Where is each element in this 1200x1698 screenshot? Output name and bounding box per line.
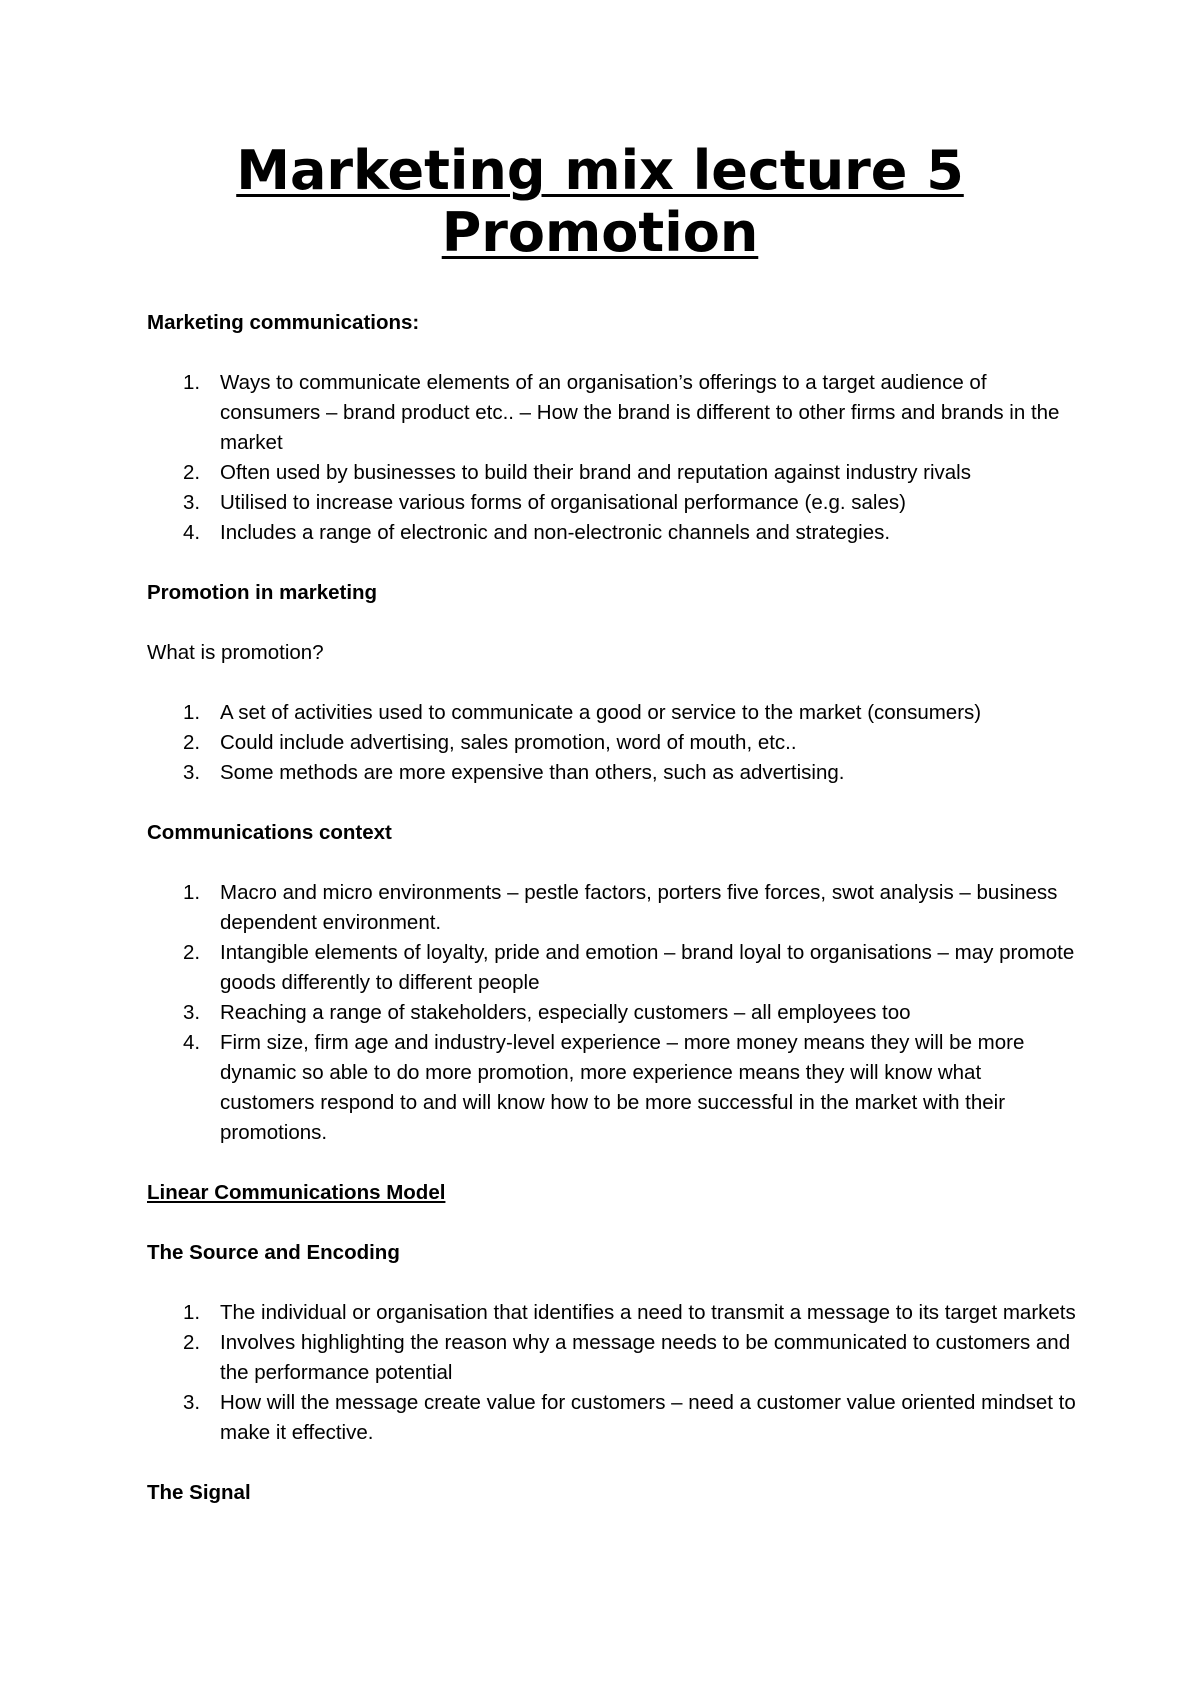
list-item-text: A set of activities used to communicate a good or service to the market (consumers) [220,701,982,724]
list-number: 3. [183,491,201,514]
list-item-text: Macro and micro environments – pestle factors, porters five forces, swot analysis – business dependent environment. [220,881,1058,934]
marketing-communications-list [147,368,1077,548]
list-item-text: Could include advertising, sales promotion, word of mouth, etc.. [220,731,797,754]
list-number: 3. [183,761,201,784]
communications-context-list [147,878,1077,1148]
list-item-text: Some methods are more expensive than others, such as advertising. [220,761,845,784]
list-item-text: Utilised to increase various forms of organisational performance (e.g. sales) [220,491,906,514]
list-number: 1. [183,1301,201,1324]
section-heading-promotion-in-marketing: Promotion in marketing [147,581,378,604]
promotion-list [147,698,1077,788]
list-item [147,878,1077,938]
list-item-text: Intangible elements of loyalty, pride and emotion – brand loyal to organisations – may promote goods differently to different people [220,941,1075,994]
document-body [147,308,1077,1538]
list-item [147,368,1077,458]
list-number: 1. [183,701,201,724]
document-title-line-2: Promotion [441,201,759,264]
list-item-text: Includes a range of electronic and non-electronic channels and strategies. [220,521,891,544]
list-item-text: Often used by businesses to build their brand and reputation against industry rivals [220,461,971,484]
section-heading-linear-communications-model: Linear Communications Model [147,1181,446,1204]
list-number: 2. [183,941,201,964]
list-number: 3. [183,1391,201,1414]
list-item [147,1328,1077,1388]
list-item [147,698,1077,728]
question-text: What is promotion? [147,641,324,664]
list-item-text: The individual or organisation that identifies a need to transmit a message to its target markets [220,1301,1076,1324]
list-item [147,488,1077,518]
list-item [147,1388,1077,1448]
list-item-text: Reaching a range of stakeholders, especially customers – all employees too [220,1001,911,1024]
list-number: 2. [183,1331,201,1354]
list-item [147,1298,1077,1328]
list-item-text: Ways to communicate elements of an organisation’s offerings to a target audience of consumers – brand product etc.. – How the brand is different to other firms and brands in the market [220,371,1060,454]
list-number: 4. [183,521,201,544]
source-and-encoding-list [147,1298,1077,1448]
list-item [147,728,1077,758]
section-heading-communications-context: Communications context [147,821,392,844]
section-heading-marketing-communications: Marketing communications: [147,311,420,334]
list-item-text: Firm size, firm age and industry-level experience – more money means they will be more dynamic so able to do more promotion, more experience means they will know what customers respond to and will know how to be more successful in the market with their promotions. [220,1031,1025,1144]
list-item-text: Involves highlighting the reason why a message needs to be communicated to customers and the performance potential [220,1331,1071,1384]
list-number: 3. [183,1001,201,1024]
list-item [147,458,1077,488]
section-heading-the-signal: The Signal [147,1481,251,1504]
list-number: 2. [183,461,201,484]
list-item [147,518,1077,548]
list-item [147,998,1077,1028]
list-item [147,938,1077,998]
section-heading-source-and-encoding: The Source and Encoding [147,1241,400,1264]
list-number: 1. [183,371,201,394]
list-number: 2. [183,731,201,754]
list-item-text: How will the message create value for customers – need a customer value oriented mindset to make it effective. [220,1391,1076,1444]
list-number: 1. [183,881,201,904]
list-number: 4. [183,1031,201,1054]
document-title-line-1: Marketing mix lecture 5 [236,139,964,202]
list-item [147,758,1077,788]
list-item [147,1028,1077,1148]
